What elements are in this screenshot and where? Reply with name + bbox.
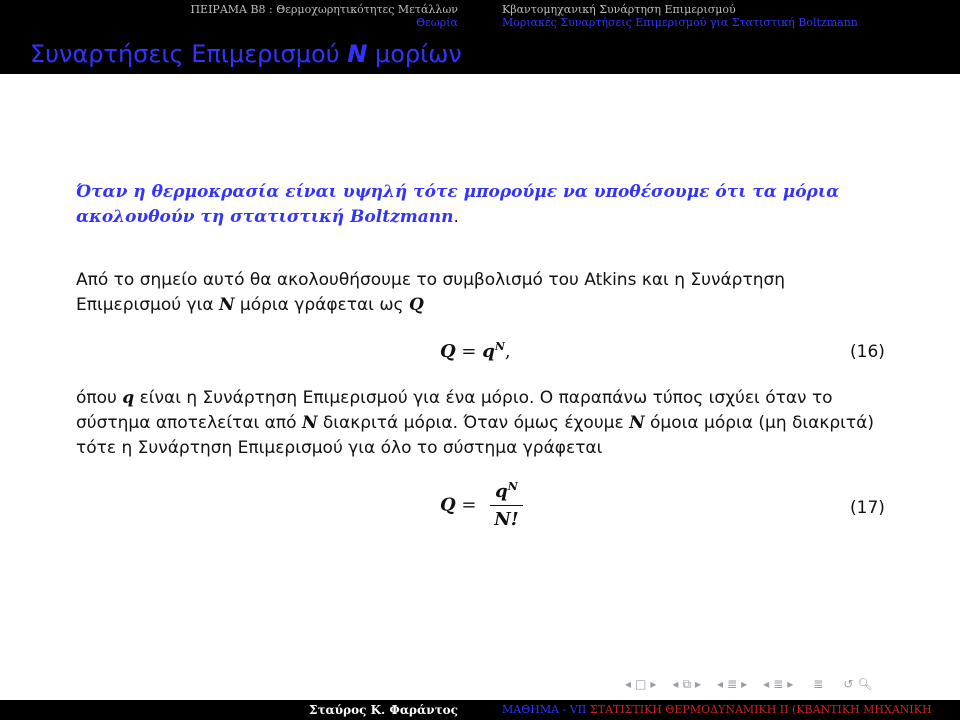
nav-right-arrow-icon[interactable]: ▸ xyxy=(787,677,794,691)
eq17-denominator: N! xyxy=(494,509,519,530)
nav-search-icon[interactable]: 🔍︎ xyxy=(857,677,873,691)
subsection-title[interactable]: Κβαντομηχανική Συνάρτηση Επιμερισμού xyxy=(502,3,736,16)
symbol-N: N xyxy=(301,413,318,433)
nav-left-arrow-icon[interactable]: ◂ xyxy=(717,677,724,691)
alert-period: . xyxy=(453,207,459,227)
nav-subsection-icon[interactable]: ≣ xyxy=(727,677,738,691)
nav-right-arrow-icon[interactable]: ▸ xyxy=(650,677,657,691)
footer-course-code: ΜΑΘΗΜΑ - VII xyxy=(502,703,587,716)
nav-section-icon[interactable]: ≣ xyxy=(773,677,784,691)
section-nav[interactable] xyxy=(0,0,480,34)
paragraph-2-text-d: όμοια μόρια (μη διακριτά) τότε η Συνάρτηση Επιμερισμού για όλο το σύστημα γράφεται xyxy=(76,413,875,458)
nav-left-arrow-icon[interactable]: ◂ xyxy=(672,677,679,691)
symbol-N: N xyxy=(629,413,645,433)
nav-back-icon[interactable]: ↺ xyxy=(843,677,854,691)
nav-left-arrow-icon[interactable]: ◂ xyxy=(763,677,770,691)
nav-right-arrow-icon[interactable]: ▸ xyxy=(741,677,748,691)
paragraph-2-text-c: διακριτά μόρια. Όταν όμως έχουμε xyxy=(317,413,630,433)
paragraph-1 xyxy=(76,268,888,318)
nav-slide-icon[interactable]: ⧉ xyxy=(682,676,692,691)
eq17-equals: = xyxy=(461,494,477,516)
eq17-fraction xyxy=(490,480,522,530)
frame-title xyxy=(0,34,960,74)
eq16-base: q xyxy=(482,341,495,362)
alert-text: Όταν η θερμοκρασία είναι υψηλή τότε μπορούμε να υποθέσουμε ότι τα μόρια ακολουθούν τη στατιστική Boltzmann xyxy=(76,182,840,227)
paragraph-1-text-a: Από το σημείο αυτό θα ακολουθήσουμε το συμβολισμό του Atkins και η Συνάρτηση Επιμερισμού για xyxy=(76,270,786,315)
paragraph-2-text-b: είναι η Συνάρτηση Επιμερισμού για ένα μόριο. Ο παραπάνω τύπος ισχύει όταν το σύστημα αποτελείται από xyxy=(76,388,833,433)
nav-left-arrow-icon[interactable]: ◂ xyxy=(625,677,632,691)
footer-course-title: ΣΤΑΤΙΣΤΙΚΗ ΘΕΡΜΟΔΥΝΑΜΙΚΗ II (ΚΒΑΝΤΙΚΗ ΜΗΧΑΝΙΚΗ xyxy=(589,703,932,716)
symbol-q: q xyxy=(122,388,135,408)
symbol-N: N xyxy=(218,295,235,315)
eq17-num-base: q xyxy=(495,481,508,502)
nav-frame-icon[interactable]: □ xyxy=(635,677,647,691)
equation-17-number: (17) xyxy=(850,498,885,518)
frame-title-symbol: N xyxy=(347,40,368,68)
footer-bar xyxy=(0,700,960,720)
header-bar xyxy=(0,0,960,34)
eq16-equals: = xyxy=(461,341,477,362)
paragraph-2 xyxy=(76,386,888,461)
eq16-exponent: N xyxy=(494,340,505,353)
eq16-comma: , xyxy=(504,341,511,362)
symbol-Q: Q xyxy=(408,295,424,315)
subsection-nav[interactable] xyxy=(480,0,960,34)
footer-course xyxy=(480,700,960,720)
frame-title-before: Συναρτήσεις Επιμερισμού xyxy=(30,40,348,68)
navigation-symbols xyxy=(625,676,955,692)
eq17-numerator xyxy=(490,480,522,506)
paragraph-1-text-b: μόρια γράφεται ως xyxy=(234,295,409,315)
equation-16-number: (16) xyxy=(850,342,885,362)
eq17-lhs: Q xyxy=(440,494,456,516)
equation-16 xyxy=(440,340,511,362)
equation-17 xyxy=(440,480,523,530)
section-subtitle[interactable]: Θεωρία xyxy=(416,16,458,29)
footer-author: Σταύρος Κ. Φαράντος xyxy=(0,700,480,720)
subsection-current[interactable]: Μοριακές Συναρτήσεις Επιμερισμού για Στατιστική Boltzmann xyxy=(502,16,858,29)
nav-appendix-icon[interactable]: ≣ xyxy=(813,677,824,691)
frame-title-after: μορίων xyxy=(367,40,462,68)
nav-right-arrow-icon[interactable]: ▸ xyxy=(695,677,702,691)
section-title[interactable]: ΠΕΙΡΑΜΑ B8 : Θερμοχωρητικότητες Μετάλλων xyxy=(190,3,458,16)
paragraph-2-text-a: όπου xyxy=(76,388,123,408)
eq16-lhs: Q xyxy=(440,341,456,362)
eq17-num-exponent: N xyxy=(507,480,518,493)
alert-paragraph xyxy=(76,180,856,230)
